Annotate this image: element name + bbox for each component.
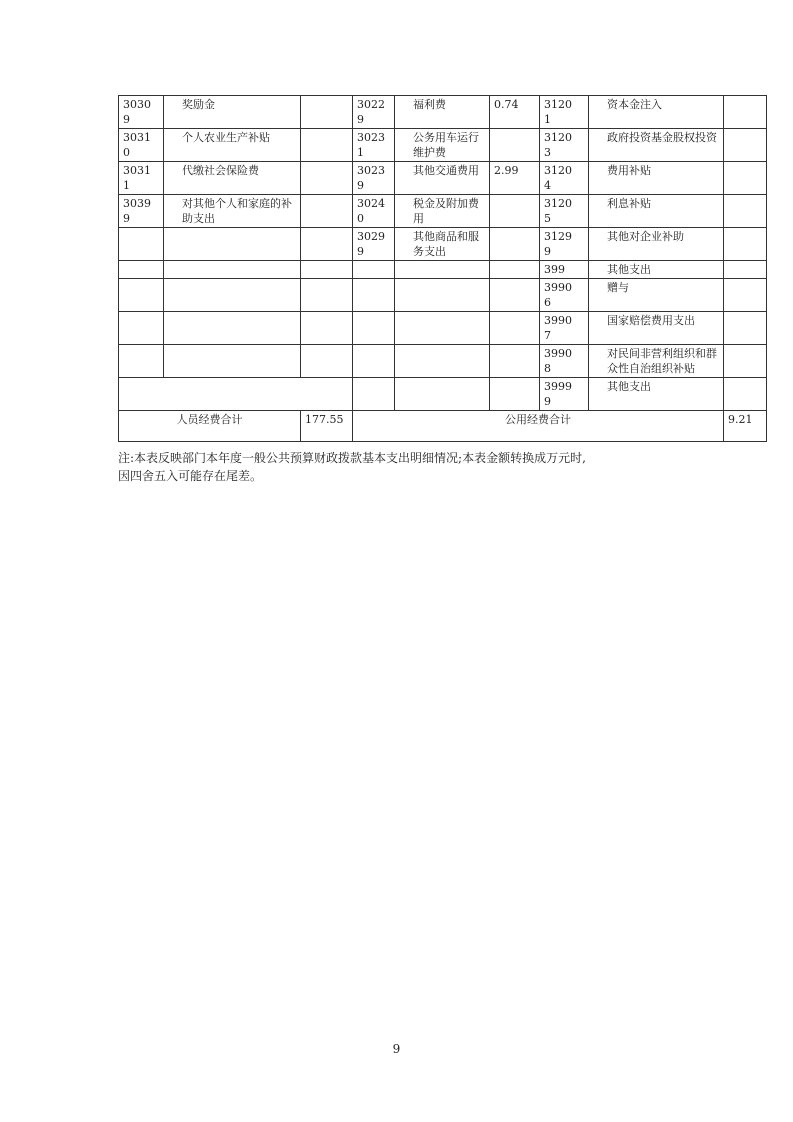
table-row (119, 345, 767, 378)
code-cell (353, 312, 395, 345)
name-cell (395, 378, 490, 411)
expenditure-detail-table (118, 95, 767, 442)
name-cell: 公务用车运行维护费 (395, 129, 490, 162)
table-row (119, 162, 767, 195)
name-cell: 赠与 (589, 279, 724, 312)
amount-cell (301, 261, 353, 279)
table-note (118, 449, 738, 485)
personnel-total-label: 人员经费合计 (119, 411, 301, 442)
totals-row (119, 411, 767, 442)
name-cell: 其他交通费用 (395, 162, 490, 195)
table-row (119, 312, 767, 345)
name-cell: 对民间非营利组织和群众性自治组织补贴 (589, 345, 724, 378)
table-row (119, 129, 767, 162)
amount-cell (301, 345, 353, 378)
code-cell (353, 279, 395, 312)
name-cell: 其他商品和服务支出 (395, 228, 490, 261)
note-line-1: 注:本表反映部门本年度一般公共预算财政拨款基本支出明细情况;本表金额转换成万元时, (118, 451, 586, 465)
name-cell (164, 279, 301, 312)
page-number: 9 (392, 1042, 401, 1056)
amount-cell (490, 378, 540, 411)
code-cell: 3030 9 (119, 96, 164, 129)
name-cell: 对其他个人和家庭的补助支出 (164, 195, 301, 228)
code-cell (353, 261, 395, 279)
amount-cell: 2.99 (490, 162, 540, 195)
name-cell (164, 228, 301, 261)
name-cell: 政府投资基金股权投资 (589, 129, 724, 162)
amount-cell (301, 96, 353, 129)
code-cell (119, 228, 164, 261)
code-cell: 3024 0 (353, 195, 395, 228)
table-body (119, 96, 767, 411)
amount-cell (490, 345, 540, 378)
code-cell: 3120 3 (540, 129, 589, 162)
name-cell: 其他支出 (589, 378, 724, 411)
name-cell: 利息补贴 (589, 195, 724, 228)
code-cell: 3039 9 (119, 195, 164, 228)
name-cell: 个人农业生产补贴 (164, 129, 301, 162)
amount-cell (490, 195, 540, 228)
table-row (119, 261, 767, 279)
code-cell: 3129 9 (540, 228, 589, 261)
personnel-total-amount: 177.55 (301, 411, 353, 442)
amount-cell (724, 378, 767, 411)
note-line-2: 因四舍五入可能存在尾差。 (118, 469, 263, 483)
amount-cell (724, 312, 767, 345)
amount-cell (301, 228, 353, 261)
code-cell (119, 345, 164, 378)
amount-cell (724, 279, 767, 312)
code-cell: 3990 7 (540, 312, 589, 345)
name-cell: 费用补贴 (589, 162, 724, 195)
amount-cell (301, 279, 353, 312)
code-cell: 3031 1 (119, 162, 164, 195)
name-cell: 税金及附加费用 (395, 195, 490, 228)
code-cell: 3031 0 (119, 129, 164, 162)
table-row (119, 378, 767, 411)
name-cell (395, 312, 490, 345)
amount-cell (724, 261, 767, 279)
amount-cell (301, 312, 353, 345)
name-cell (164, 312, 301, 345)
amount-cell (301, 162, 353, 195)
amount-cell (724, 162, 767, 195)
amount-cell (490, 279, 540, 312)
table-row (119, 279, 767, 312)
name-cell: 代缴社会保险费 (164, 162, 301, 195)
code-cell: 3022 9 (353, 96, 395, 129)
code-cell (119, 279, 164, 312)
code-cell: 3990 6 (540, 279, 589, 312)
name-cell: 资本金注入 (589, 96, 724, 129)
code-cell (353, 345, 395, 378)
code-cell: 3023 1 (353, 129, 395, 162)
amount-cell: 0.74 (490, 96, 540, 129)
name-cell (395, 261, 490, 279)
code-cell: 3120 4 (540, 162, 589, 195)
name-cell: 其他支出 (589, 261, 724, 279)
code-cell (119, 261, 164, 279)
amount-cell (724, 129, 767, 162)
amount-cell (301, 129, 353, 162)
code-cell (119, 378, 353, 411)
name-cell (395, 345, 490, 378)
amount-cell (724, 228, 767, 261)
code-cell: 399 (540, 261, 589, 279)
amount-cell (490, 228, 540, 261)
public-total-amount: 9.21 (724, 411, 767, 442)
name-cell (164, 261, 301, 279)
amount-cell (724, 345, 767, 378)
table-row (119, 96, 767, 129)
table-row (119, 228, 767, 261)
code-cell (353, 378, 395, 411)
amount-cell (301, 195, 353, 228)
name-cell (395, 279, 490, 312)
code-cell: 3990 8 (540, 345, 589, 378)
name-cell: 其他对企业补助 (589, 228, 724, 261)
amount-cell (724, 96, 767, 129)
code-cell: 3029 9 (353, 228, 395, 261)
amount-cell (490, 261, 540, 279)
code-cell (119, 312, 164, 345)
code-cell: 3120 5 (540, 195, 589, 228)
amount-cell (490, 129, 540, 162)
table-row (119, 195, 767, 228)
amount-cell (724, 195, 767, 228)
public-total-label: 公用经费合计 (353, 411, 724, 442)
code-cell: 3999 9 (540, 378, 589, 411)
name-cell: 国家赔偿费用支出 (589, 312, 724, 345)
name-cell: 福利费 (395, 96, 490, 129)
amount-cell (490, 312, 540, 345)
code-cell: 3120 1 (540, 96, 589, 129)
name-cell (164, 345, 301, 378)
name-cell: 奖励金 (164, 96, 301, 129)
code-cell: 3023 9 (353, 162, 395, 195)
